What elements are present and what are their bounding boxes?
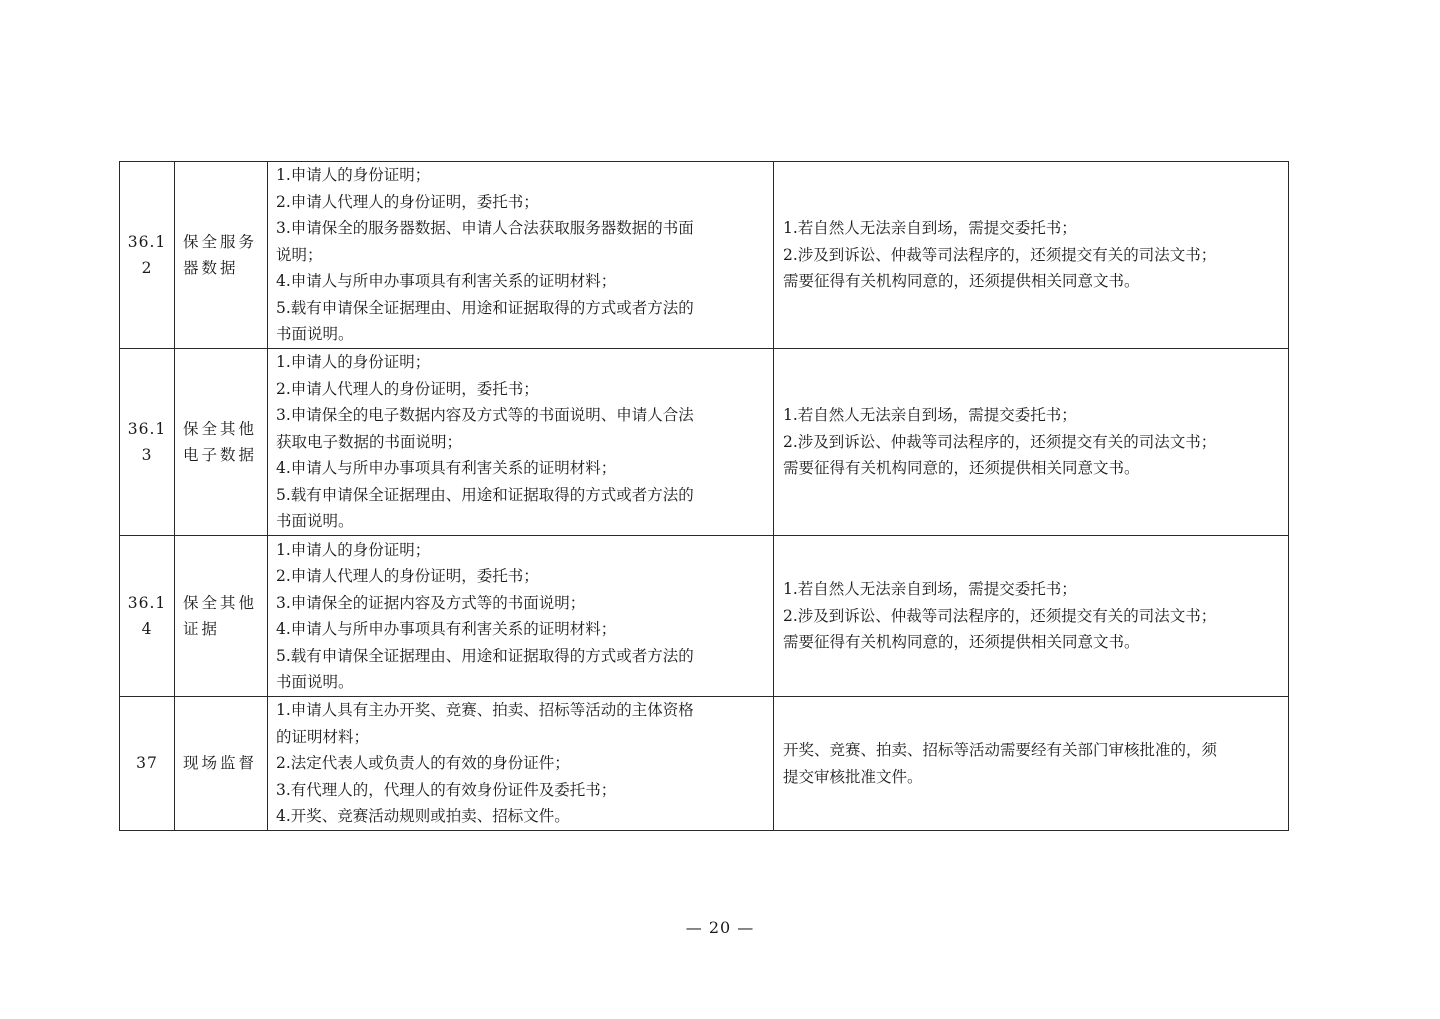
note-line: 2.涉及到诉讼、仲裁等司法程序的，还须提交有关的司法文书； <box>783 606 1217 625</box>
item-number: 36.1 <box>127 419 167 438</box>
note-line: 开奖、竞赛、拍卖、招标等活动需要经有关部门审核批准的，须 <box>783 741 1218 759</box>
notes-cell <box>774 349 1289 536</box>
material-line: 4.申请人与所申办事项具有利害关系的证明材料； <box>276 272 617 291</box>
note-line: 需要征得有关机构同意的，还须提供相关同意文书。 <box>783 272 1140 291</box>
item-name: 现场监督 <box>183 754 258 773</box>
material-line: 的证明材料； <box>276 727 370 746</box>
material-line: 3.有代理人的，代理人的有效身份证件及委托书； <box>276 780 617 799</box>
material-line: 说明； <box>276 245 323 264</box>
material-line: 3.申请保全的服务器数据、申请人合法获取服务器数据的书面 <box>276 219 694 238</box>
required-materials-cell <box>268 697 774 831</box>
item-number: 4 <box>141 620 153 638</box>
notary-requirements-table <box>119 161 1289 831</box>
notes-cell <box>774 536 1289 697</box>
note-line: 1.若自然人无法亲自到场，需提交委托书； <box>783 406 1077 425</box>
material-line: 2.申请人代理人的身份证明，委托书； <box>276 379 539 398</box>
item-number-cell <box>120 697 175 831</box>
item-name-cell <box>175 536 268 697</box>
item-name-cell <box>175 697 268 831</box>
note-line: 2.涉及到诉讼、仲裁等司法程序的，还须提交有关的司法文书； <box>783 432 1217 451</box>
material-line: 4.开奖、竞赛活动规则或拍卖、招标文件。 <box>276 807 570 826</box>
item-number: 2 <box>141 259 153 277</box>
material-line: 1.申请人的身份证明； <box>276 166 431 185</box>
material-line: 1.申请人具有主办开奖、竞赛、拍卖、招标等活动的主体资格 <box>276 701 694 720</box>
note-line: 提交审核批准文件。 <box>783 767 923 786</box>
material-line: 3.申请保全的证据内容及方式等的书面说明； <box>276 593 586 612</box>
item-name: 证据 <box>183 620 221 638</box>
notes-cell <box>774 162 1289 349</box>
item-number: 36.1 <box>127 593 167 612</box>
item-number: 37 <box>136 754 158 773</box>
material-line: 2.申请人代理人的身份证明，委托书； <box>276 192 539 211</box>
item-name: 保全服务 <box>183 232 258 251</box>
material-line: 5.载有申请保全证据理由、用途和证据取得的方式或者方法的 <box>276 298 694 317</box>
material-line: 2.法定代表人或负责人的有效的身份证件； <box>276 754 570 773</box>
notes-cell <box>774 697 1289 831</box>
item-name-cell <box>175 162 268 349</box>
material-line: 5.载有申请保全证据理由、用途和证据取得的方式或者方法的 <box>276 485 694 504</box>
material-line: 书面说明。 <box>276 673 354 691</box>
material-line: 3.申请保全的电子数据内容及方式等的书面说明、申请人合法 <box>276 406 694 425</box>
note-line: 需要征得有关机构同意的，还须提供相关同意文书。 <box>783 459 1140 478</box>
item-name: 保全其他 <box>183 593 258 612</box>
table-row <box>120 697 1289 831</box>
note-line: 2.涉及到诉讼、仲裁等司法程序的，还须提交有关的司法文书； <box>783 245 1217 264</box>
page-number: — 20 — <box>685 918 755 937</box>
material-line: 书面说明。 <box>276 512 354 531</box>
table-row <box>120 162 1289 349</box>
material-line: 1.申请人的身份证明； <box>276 353 431 372</box>
material-line: 2.申请人代理人的身份证明，委托书； <box>276 567 539 585</box>
required-materials-cell <box>268 349 774 536</box>
item-number-cell <box>120 349 175 536</box>
item-name-cell <box>175 349 268 536</box>
item-number-cell <box>120 162 175 349</box>
item-name: 保全其他 <box>183 419 258 438</box>
material-line: 5.载有申请保全证据理由、用途和证据取得的方式或者方法的 <box>276 646 694 665</box>
material-line: 获取电子数据的书面说明； <box>276 432 463 451</box>
item-number: 3 <box>141 446 153 464</box>
material-line: 4.申请人与所申办事项具有利害关系的证明材料； <box>276 459 617 478</box>
material-line: 1.申请人的身份证明； <box>276 540 431 559</box>
item-name: 电子数据 <box>183 446 258 464</box>
note-line: 1.若自然人无法亲自到场，需提交委托书； <box>783 580 1077 599</box>
required-materials-cell <box>268 162 774 349</box>
item-number-cell <box>120 536 175 697</box>
material-line: 4.申请人与所申办事项具有利害关系的证明材料； <box>276 620 617 638</box>
item-number: 36.1 <box>127 232 167 251</box>
note-line: 1.若自然人无法亲自到场，需提交委托书； <box>783 219 1077 238</box>
required-materials-cell <box>268 536 774 697</box>
material-line: 书面说明。 <box>276 325 354 344</box>
item-name: 器数据 <box>183 259 239 277</box>
note-line: 需要征得有关机构同意的，还须提供相关同意文书。 <box>783 633 1140 652</box>
table-row <box>120 536 1289 697</box>
table-row <box>120 349 1289 536</box>
